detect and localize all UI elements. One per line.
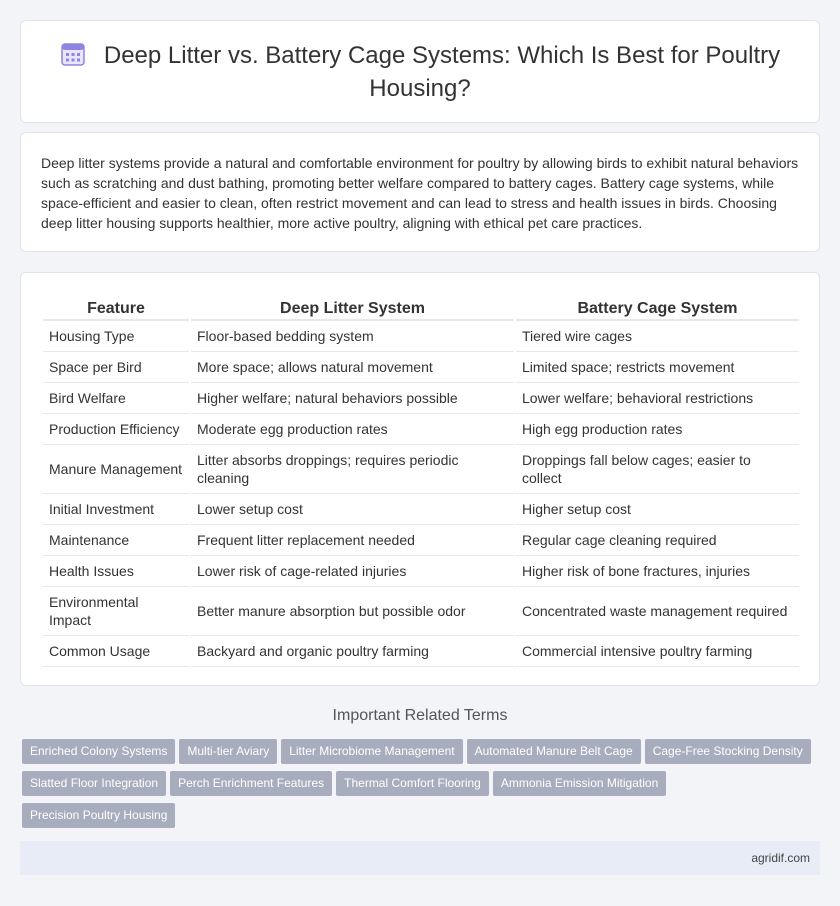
deep-litter-cell: Floor-based bedding system: [191, 321, 514, 352]
table-row: [43, 636, 799, 667]
related-term-tag[interactable]: Precision Poultry Housing: [22, 803, 175, 828]
table-row: [43, 525, 799, 556]
comparison-table-card: [20, 272, 820, 686]
battery-cage-cell: Limited space; restricts movement: [516, 352, 799, 383]
related-term-tag[interactable]: Multi-tier Aviary: [179, 739, 277, 764]
table-row: [43, 587, 799, 636]
header-feature: Feature: [43, 293, 189, 321]
feature-cell: Manure Management: [43, 445, 189, 494]
related-term-tag[interactable]: Enriched Colony Systems: [22, 739, 175, 764]
related-terms-heading: Important Related Terms: [332, 707, 508, 724]
feature-cell: Maintenance: [43, 525, 189, 556]
related-terms-list: [22, 739, 822, 835]
related-term-tag[interactable]: Thermal Comfort Flooring: [336, 771, 489, 796]
battery-cage-cell: Commercial intensive poultry farming: [516, 636, 799, 667]
feature-cell: Bird Welfare: [43, 383, 189, 414]
table-row: [43, 352, 799, 383]
comparison-table: [41, 293, 801, 667]
related-term-tag[interactable]: Perch Enrichment Features: [170, 771, 332, 796]
battery-cage-cell: Concentrated waste management required: [516, 587, 799, 636]
related-term-tag[interactable]: Litter Microbiome Management: [281, 739, 462, 764]
table-header-row: [43, 293, 799, 321]
battery-cage-cell: Lower welfare; behavioral restrictions: [516, 383, 799, 414]
feature-cell: Common Usage: [43, 636, 189, 667]
table-row: [43, 321, 799, 352]
deep-litter-cell: Frequent litter replacement needed: [191, 525, 514, 556]
calendar-grid-icon: [60, 41, 86, 74]
battery-cage-cell: High egg production rates: [516, 414, 799, 445]
table-row: [43, 445, 799, 494]
deep-litter-cell: Backyard and organic poultry farming: [191, 636, 514, 667]
battery-cage-cell: Higher setup cost: [516, 494, 799, 525]
deep-litter-cell: Lower risk of cage-related injuries: [191, 556, 514, 587]
header-deep-litter: Deep Litter System: [191, 293, 514, 321]
related-term-tag[interactable]: Automated Manure Belt Cage: [467, 739, 641, 764]
deep-litter-cell: More space; allows natural movement: [191, 352, 514, 383]
table-row: [43, 414, 799, 445]
page-title-text: Deep Litter vs. Battery Cage Systems: Which Is Best for Poultry Housing?: [103, 42, 781, 102]
intro-card: [20, 132, 820, 252]
deep-litter-cell: Higher welfare; natural behaviors possible: [191, 383, 514, 414]
deep-litter-cell: Lower setup cost: [191, 494, 514, 525]
deep-litter-cell: Moderate egg production rates: [191, 414, 514, 445]
table-row: [43, 556, 799, 587]
feature-cell: Initial Investment: [43, 494, 189, 525]
related-term-tag[interactable]: Ammonia Emission Mitigation: [493, 771, 666, 796]
related-term-tag[interactable]: Cage-Free Stocking Density: [645, 739, 811, 764]
intro-paragraph: Deep litter systems provide a natural and comfortable environment for poultry by allowing birds to exhibit natural behaviors such as scratching and dust bathing, promoting better welfare compared to battery cages. Battery cage systems, while space-efficient and easier to clean, often restrict movement and can lead to stress and health issues in birds. Choosing deep litter housing supports healthier, more active poultry, aligning with ethical pet care practices.: [41, 155, 799, 231]
table-row: [43, 383, 799, 414]
deep-litter-cell: Better manure absorption but possible odor: [191, 587, 514, 636]
feature-cell: Space per Bird: [43, 352, 189, 383]
feature-cell: Production Efficiency: [43, 414, 189, 445]
feature-cell: Health Issues: [43, 556, 189, 587]
page-title: [21, 41, 819, 103]
header-battery-cage: Battery Cage System: [516, 293, 799, 321]
footer: [20, 841, 820, 875]
deep-litter-cell: Litter absorbs droppings; requires periodic cleaning: [191, 445, 514, 494]
battery-cage-cell: Droppings fall below cages; easier to collect: [516, 445, 799, 494]
battery-cage-cell: Tiered wire cages: [516, 321, 799, 352]
header-card: [20, 20, 820, 123]
table-row: [43, 494, 799, 525]
feature-cell: Housing Type: [43, 321, 189, 352]
battery-cage-cell: Higher risk of bone fractures, injuries: [516, 556, 799, 587]
battery-cage-cell: Regular cage cleaning required: [516, 525, 799, 556]
footer-site-link[interactable]: agridif.com: [751, 851, 810, 865]
related-term-tag[interactable]: Slatted Floor Integration: [22, 771, 166, 796]
feature-cell: Environmental Impact: [43, 587, 189, 636]
